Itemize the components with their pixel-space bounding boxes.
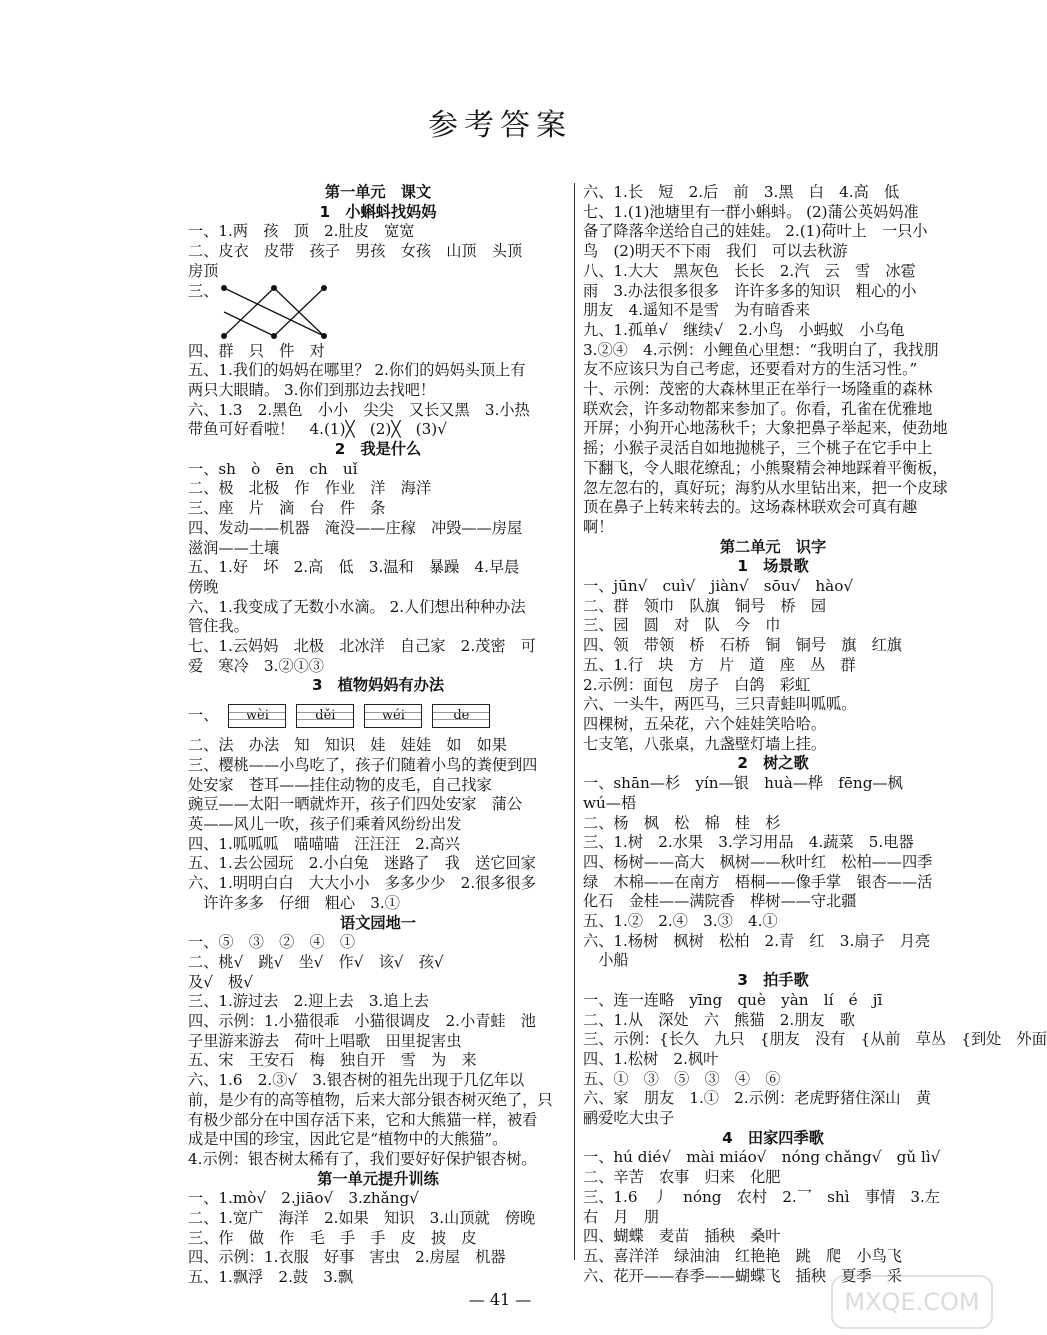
left-column (188, 183, 568, 1288)
section-heading: 1 小蝌蚪找妈妈 (319, 202, 437, 221)
svg-text:MXQE.COM: MXQE.COM (844, 1288, 980, 1316)
answer-line: 有极少部分在中国存活下来，它和大熊猫一样，被看 (188, 1110, 538, 1129)
answer-line: 五、1.好 坏 2.高 低 3.温和 暴躁 4.早晨 (188, 558, 520, 577)
pinyin-box: de (432, 704, 490, 728)
answer-line: 忽左忽右的，真好玩；海豹从水里钻出来，把一个皮球 (583, 478, 948, 497)
answer-line: 十、示例：茂密的大森林里正在举行一场隆重的森林 (583, 380, 933, 399)
answer-line: 九、1.孤单√ 继续√ 2.小鸟 小蚂蚁 小乌龟 (583, 320, 905, 339)
column-divider (574, 183, 575, 1260)
answer-line: 五、① ③ ⑤ ③ ④ ⑥ (583, 1069, 781, 1088)
answer-line: 顶在鼻子上转来转去的。这场森林联欢会可真有趣 (583, 498, 918, 517)
answer-line: 一、shān—杉 yín—银 huà—桦 fēng—枫 (583, 774, 903, 793)
answer-line: 六、1.我变成了无数小水滴。 2.人们想出种种办法 (188, 597, 526, 616)
answer-line: 房顶 (188, 261, 219, 280)
answer-line: 滋润——土壤 (188, 538, 280, 557)
answer-line: 六、1.3 2.黑色 小小 尖尖 又长又黑 3.小热 (188, 400, 530, 419)
page-number: — 41 — (468, 1290, 532, 1309)
answer-line: 四棵树，五朵花，六个娃娃笑哈哈。 (583, 714, 826, 733)
answer-line: 小船 (583, 951, 629, 970)
answer-line: 朋友 4.遥知不是雪 为有暗香来 (583, 301, 811, 320)
answer-line: 七、1.(1)池塘里有一群小蝌蚪。 (2)蒲公英妈妈准 (583, 202, 919, 221)
answer-line: 一、 wèi děi wéi de (188, 696, 568, 736)
answer-line: 六、1.6 2.③√ 3.银杏树的祖先出现于几亿年以 (188, 1071, 525, 1090)
answer-line: 一、jūn√ cuì√ jiàn√ sōu√ hào√ (583, 577, 854, 596)
section-heading: 语文园地一 (340, 913, 416, 932)
answer-line: 四、示例：1.衣服 好事 害虫 2.房屋 机器 (188, 1248, 506, 1267)
answer-line: 六、1.长 短 2.后 前 3.黑 白 4.高 低 (583, 183, 900, 201)
answer-line: 英——风儿一吹，孩子们乘着风纷纷出发 (188, 814, 462, 833)
answer-line: 二、辛苦 农事 归来 化肥 (583, 1168, 781, 1187)
section-heading: 第一单元 课文 (324, 183, 432, 201)
answer-line: 五、1.去公园玩 2.小白兔 迷路了 我 送它回家 (188, 854, 536, 873)
section-heading: 第一单元提升训练 (317, 1169, 439, 1188)
answer-line: 四、发动——机器 淹没——庄稼 冲毁——房屋 (188, 518, 523, 537)
answer-line: 三、座 片 滴 台 件 条 (188, 499, 386, 518)
answer-line: 三、1.游过去 2.迎上去 3.追上去 (188, 992, 429, 1011)
answer-line: 备了降落伞送给自己的娃娃。 2.(1)荷叶上 一只小 (583, 222, 928, 241)
answer-line: 联欢会，许多动物都来参加了。你看，孔雀在优雅地 (583, 399, 933, 418)
section-heading: 1 场景歌 (737, 557, 809, 576)
answer-line: 五、1.② 2.④ 3.③ 4.① (583, 912, 778, 931)
right-column (583, 183, 1047, 1286)
answer-line: 六、1.明明白白 大大小小 多多少少 2.很多很多 (188, 874, 536, 893)
answer-line: 及√ 极√ (188, 972, 253, 991)
section-heading: 2 我是什么 (334, 440, 422, 459)
answer-line: 开屏；小狗开心地荡秋千；大象把鼻子举起来，使劲地 (583, 419, 948, 438)
matching-lines (188, 282, 348, 342)
section-heading: 第二单元 识字 (719, 537, 827, 556)
answer-line: 六、一头牛，两匹马，三只青蛙叫呱呱。 (583, 695, 857, 714)
answer-line: 四、1.呱呱呱 喵喵喵 汪汪汪 2.高兴 (188, 834, 460, 853)
page-title: 参考答案 (428, 108, 572, 143)
answer-line: 3.②④ 4.示例：小鲤鱼心里想：“我明白了，我找朋 (583, 340, 939, 359)
answer-line: 三、示例：{长久 九只 {朋友 没有 {从前 草丛 {到处 外面 (583, 1030, 1047, 1049)
answer-line: 一、sh ò ēn ch uǐ (188, 459, 358, 478)
answer-line: 三、园 圆 对 队 今 巾 (583, 616, 781, 635)
answer-line: wú—梧 (583, 793, 637, 812)
answer-line: 4.示例：银杏树太稀有了，我们要好好保护银杏树。 (188, 1149, 537, 1168)
answer-line: 二、法 办法 知 知识 娃 娃娃 如 如果 (188, 736, 507, 755)
pinyin-box: wèi (228, 704, 286, 728)
section-heading: 3 植物妈妈有办法 (311, 676, 445, 695)
answer-line: 绿 木棉——在南方 梧桐——像手掌 银杏——活 (583, 872, 933, 891)
answer-line: 一、hú dié√ mài miáo√ nóng chǎng√ gǔ lì√ (583, 1148, 941, 1167)
answer-line: 豌豆——太阳一晒就炸开，孩子们四处安家 蒲公 (188, 795, 523, 814)
answer-line: 带鱼可好看啦！ 4.(1)╳ (2)╳ (3)√ (188, 420, 447, 439)
pinyin-box: wéi (364, 704, 422, 728)
answer-line: 爱 寒冷 3.②①③ (188, 656, 324, 675)
answer-line: 2.示例：面包 房子 白鸽 彩虹 (583, 675, 811, 694)
answer-line: 七支笔，八张桌，九盏壁灯墙上挂。 (583, 734, 826, 753)
answer-line: 友不应该只为自己考虑，还要看对方的生活习性。” (583, 360, 918, 379)
answer-line: 四、群 只 件 对 (188, 341, 325, 360)
answer-line: 鹂爱吃大虫子 (583, 1109, 675, 1128)
answer-line: 一、连一连略 yīng què yàn lí é jī (583, 990, 883, 1009)
answer-line: 许许多多 仔细 粗心 3.① (188, 893, 400, 912)
answer-line: 四、示例：1.小猫很乖 小猫很调皮 2.小青蛙 池 (188, 1012, 536, 1031)
answer-line: 四、领 带领 桥 石桥 铜 铜号 旗 红旗 (583, 636, 902, 655)
watermark-logo (830, 1272, 995, 1332)
answer-line: 三、樱桃——小鸟吃了，孩子们随着小鸟的粪便到四 (188, 755, 538, 774)
answer-line: 五、1.我们的妈妈在哪里？ 2.你们的妈妈头顶上有 (188, 361, 526, 380)
answer-line: 啊！ (583, 517, 614, 536)
answer-line: 一、1.两 孩 顶 2.肚皮 宽宽 (188, 222, 415, 241)
answer-line: 鸟 (2)明天不下雨 我们 可以去秋游 (583, 242, 848, 261)
answer-line: 傍晚 (188, 577, 219, 596)
answer-line: 子里游来游去 荷叶上唱歌 田里捉害虫 (188, 1031, 462, 1050)
section-heading: 3 拍手歌 (737, 971, 809, 990)
answer-line: 摇；小猴子灵活自如地抛桃子，三个桃子在它手中上 (583, 439, 933, 458)
section-heading: 4 田家四季歌 (722, 1128, 824, 1147)
answer-line: 成是中国的珍宝，因此它是“植物中的大熊猫”。 (188, 1130, 508, 1149)
answer-line: 两只大眼睛。 3.你们到那边去找吧！ (188, 380, 436, 399)
answer-line: 六、家 朋友 1.① 2.示例：老虎野猪住深山 黄 (583, 1089, 931, 1108)
answer-line: 四、杨树——高大 枫树——秋叶红 松柏——四季 (583, 852, 933, 871)
answer-line: 三、 (188, 282, 568, 342)
answer-line: 六、花开——春季——蝴蝶飞 插秧 夏季 采 (583, 1266, 902, 1285)
answer-line: 一、⑤ ③ ② ④ ① (188, 933, 356, 952)
answer-line: 下翻飞，令人眼花缭乱；小熊聚精会神地踩着平衡板， (583, 458, 948, 477)
answer-line: 五、宋 王安石 梅 独自开 雪 为 来 (188, 1051, 477, 1070)
answer-line: 一、1.mò√ 2.jiāo√ 3.zhǎng√ (188, 1189, 419, 1208)
answer-line: 五、喜洋洋 绿油油 红艳艳 跳 爬 小鸟飞 (583, 1246, 902, 1265)
section-heading: 2 树之歌 (737, 754, 809, 773)
answer-line: 四、1.松树 2.枫叶 (583, 1049, 719, 1068)
answer-line: 三、作 做 作 毛 手 手 皮 披 皮 (188, 1228, 477, 1247)
answer-line: 管住我。 (188, 617, 249, 636)
answer-line: 雨 3.办法很多很多 许许多多的知识 粗心的小 (583, 281, 917, 300)
answer-line: 化石 金桂——满院香 桦树——守北疆 (583, 892, 857, 911)
answer-line: 五、1.行 块 方 片 道 座 丛 群 (583, 655, 856, 674)
answer-line: 五、1.飘浮 2.鼓 3.飘 (188, 1268, 353, 1287)
answer-line: 右 月 朋 (583, 1207, 659, 1226)
answer-line: 前，是少有的高等植物，后来大部分银杏树灭绝了，只 (188, 1090, 553, 1109)
answer-line: 四、蝴蝶 麦苗 插秧 桑叶 (583, 1227, 781, 1246)
answer-line: 三、1.6 丿 nóng 农村 2.乛 shì 事情 3.左 (583, 1187, 940, 1206)
pinyin-box: děi (296, 704, 354, 728)
answer-line: 八、1.大大 黑灰色 长长 2.汽 云 雪 冰雹 (583, 261, 916, 280)
answer-line: 二、极 北极 作 作业 洋 海洋 (188, 479, 431, 498)
answer-line: 二、桃√ 跳√ 坐√ 作√ 该√ 孩√ (188, 952, 444, 971)
answer-line: 二、杨 枫 松 棉 桂 杉 (583, 813, 781, 832)
answer-line: 三、1.树 2.水果 3.学习用品 4.蔬菜 5.电器 (583, 833, 914, 852)
answer-line: 二、1.宽广 海洋 2.如果 知识 3.山顶就 傍晚 (188, 1209, 536, 1228)
answer-line: 七、1.云妈妈 北极 北冰洋 自己家 2.茂密 可 (188, 637, 536, 656)
answer-line: 二、1.从 深处 六 熊猫 2.朋友 歌 (583, 1010, 855, 1029)
answer-line: 六、1.杨树 枫树 松柏 2.青 红 3.扇子 月亮 (583, 931, 931, 950)
answer-line: 二、皮衣 皮带 孩子 男孩 女孩 山顶 头顶 (188, 242, 523, 261)
answer-line: 处安家 苍耳——挂住动物的皮毛，自己找家 (188, 775, 492, 794)
answer-line: 二、群 领巾 队旗 铜号 桥 园 (583, 596, 826, 615)
